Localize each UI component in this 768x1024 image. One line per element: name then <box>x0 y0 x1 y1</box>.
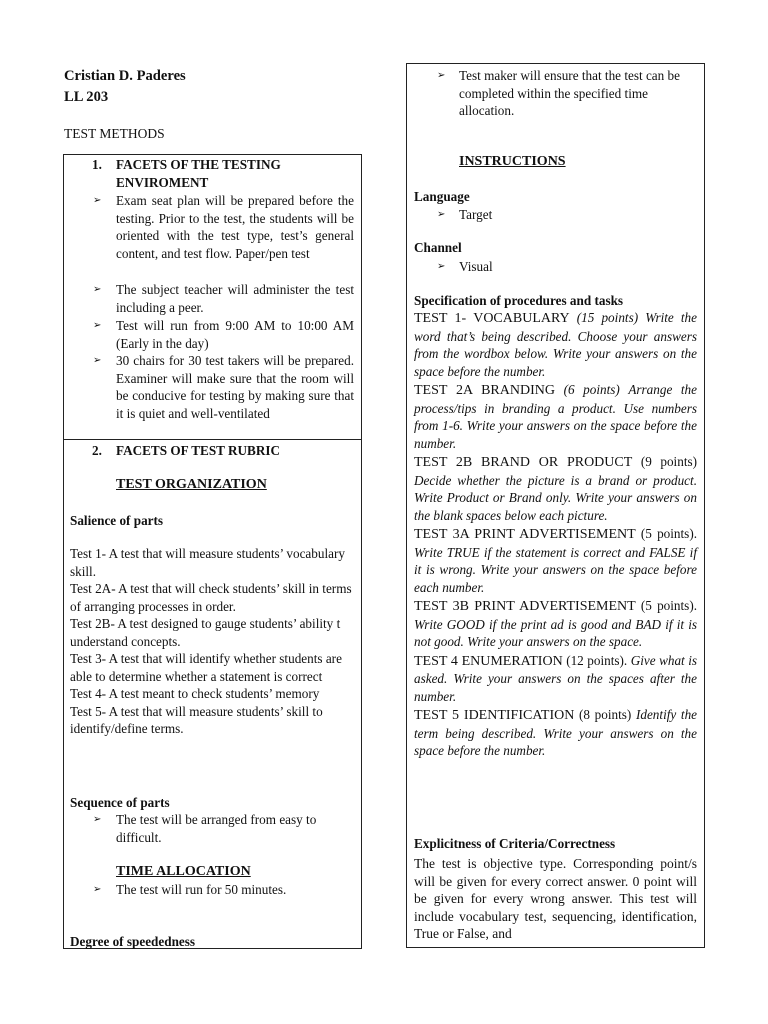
bullet-arrow-icon: ➢ <box>93 355 102 366</box>
specification-heading: Specification of procedures and tasks <box>414 293 624 308</box>
facet2-title: FACETS OF TEST RUBRIC <box>116 443 281 458</box>
test-spec-desc: Arrange the process/tips in branding a product. Use numbers from 1-6. Write your answers on the space before the number. <box>414 382 697 451</box>
language-value: Target <box>459 207 493 222</box>
test-spec-desc: Write the word that’s being described. Choose your answers from the wordbox below. Write your answers on the space before the number. <box>414 310 698 379</box>
test-spec-name: TEST 4 ENUMERATION <box>414 653 563 669</box>
test-spec-points: (9 points) <box>640 454 698 469</box>
bullet-arrow-icon: ➢ <box>93 320 102 331</box>
bullet-arrow-icon: ➢ <box>93 195 102 206</box>
test-spec-points: (8 points) <box>579 707 632 722</box>
speededness-heading: Degree of speededness <box>70 934 196 949</box>
test-spec-item <box>414 309 697 380</box>
test-spec-item <box>414 525 697 596</box>
test-spec-desc: Write TRUE if the statement is correct and FALSE if it is wrong. Write your answers on the space before each number. <box>414 544 697 595</box>
test-description: Test 1- A test that will measure students’ vocabulary skill. <box>70 546 345 579</box>
bullet-arrow-icon: ➢ <box>93 814 102 825</box>
time-bullet: The test will run for 50 minutes. <box>116 882 287 897</box>
facet1-number: 1. <box>92 157 102 172</box>
test-organization-heading: TEST ORGANIZATION <box>116 477 267 492</box>
explicitness-heading: Explicitness of Criteria/Correctness <box>414 836 616 851</box>
bullet-arrow-icon: ➢ <box>93 884 102 895</box>
test-list <box>70 545 354 738</box>
channel-heading: Channel <box>414 240 462 255</box>
test-spec-item <box>414 706 697 760</box>
test-spec-name: TEST 1- VOCABULARY <box>414 311 570 326</box>
bullet-arrow-icon: ➢ <box>437 209 446 220</box>
test-description: Test 4- A test meant to check students’ memory <box>70 686 320 701</box>
test-spec-desc: Write GOOD if the print ad is good and BAD if it is not good. Write your answers on the space. <box>414 616 697 649</box>
test-spec-points: (5 points). <box>640 598 698 613</box>
salience-heading: Salience of parts <box>70 513 164 528</box>
facet1-bullet: 30 chairs for 30 test takers will be prepared. Examiner will make sure that the room will be conducive for testing by making sure that it is quiet and well-ventilated <box>116 353 354 421</box>
test-spec-name: TEST 3A PRINT ADVERTISEMENT <box>414 527 636 542</box>
instructions-heading: INSTRUCTIONS <box>459 154 566 169</box>
section-title: TEST METHODS <box>64 126 165 141</box>
facet1-bullet: Exam seat plan will be prepared before the testing. Prior to the test, the students will be oriented with the test type, test’s general content, and test flow. Paper/pen test <box>116 193 354 261</box>
bullet-arrow-icon: ➢ <box>437 70 446 81</box>
author-name: Cristian D. Paderes <box>64 68 186 84</box>
bullet-arrow-icon: ➢ <box>437 261 446 272</box>
test-description: Test 2A- A test that will check students’ skill in terms of arranging processes in order. <box>70 581 352 614</box>
language-heading: Language <box>414 189 470 204</box>
test-spec-points: (5 points). <box>640 526 698 541</box>
test-spec-item <box>414 381 697 452</box>
test-spec-item <box>414 453 697 524</box>
sequence-bullet: The test will be arranged from easy to difficult. <box>116 812 317 845</box>
test-description: Test 2B- A test designed to gauge students’ ability t understand concepts. <box>70 616 341 649</box>
explicitness-text: The test is objective type. Corresponding point/s will be given for every correct answer. 0 point will be given for every wrong answer. This test will include vocabulary test, sequencing, identification, True or False, and <box>414 856 697 941</box>
time-allocation-bullet: Test maker will ensure that the test can be completed within the specified time allocation. <box>459 68 680 118</box>
test-spec-desc: Identify the term being described. Write your answers on the space before the number. <box>414 707 698 758</box>
channel-value: Visual <box>459 259 493 274</box>
test-specification-list <box>414 309 697 760</box>
facet2-number: 2. <box>92 443 102 458</box>
test-spec-desc: Decide whether the picture is a brand or product. Write Product or Brand only. Write your answers on the blank spaces below each picture. <box>414 472 697 523</box>
test-spec-desc: Give what is asked. Write your answers on the spaces after the number. <box>414 652 698 704</box>
bullet-arrow-icon: ➢ <box>93 284 102 295</box>
test-spec-item <box>414 652 697 706</box>
facet1-bullet: Test will run from 9:00 AM to 10:00 AM (Early in the day) <box>116 318 354 351</box>
test-spec-name: TEST 2B BRAND OR PRODUCT <box>414 455 633 470</box>
test-description: Test 3- A test that will identify whether students are able to determine whether a statement is correct <box>70 651 342 684</box>
test-spec-points: (15 points) <box>576 310 639 325</box>
test-description: Test 5- A test that will measure students’ skill to identify/define terms. <box>70 703 323 736</box>
test-spec-name: TEST 2A BRANDING <box>414 383 555 398</box>
sequence-heading: Sequence of parts <box>70 795 170 810</box>
test-spec-name: TEST 5 IDENTIFICATION <box>414 708 575 723</box>
course-code: LL 203 <box>64 89 109 105</box>
test-spec-points: (12 points). <box>566 652 628 668</box>
facet1-title-line2: ENVIROMENT <box>116 175 209 190</box>
facet1-bullet: The subject teacher will administer the test including a peer. <box>116 282 354 315</box>
facet1-title-line1: FACETS OF THE TESTING <box>116 157 281 172</box>
test-spec-points: (6 points) <box>563 382 620 397</box>
time-allocation-heading: TIME ALLOCATION <box>116 864 251 879</box>
test-spec-item <box>414 597 697 651</box>
test-spec-name: TEST 3B PRINT ADVERTISEMENT <box>414 599 636 614</box>
